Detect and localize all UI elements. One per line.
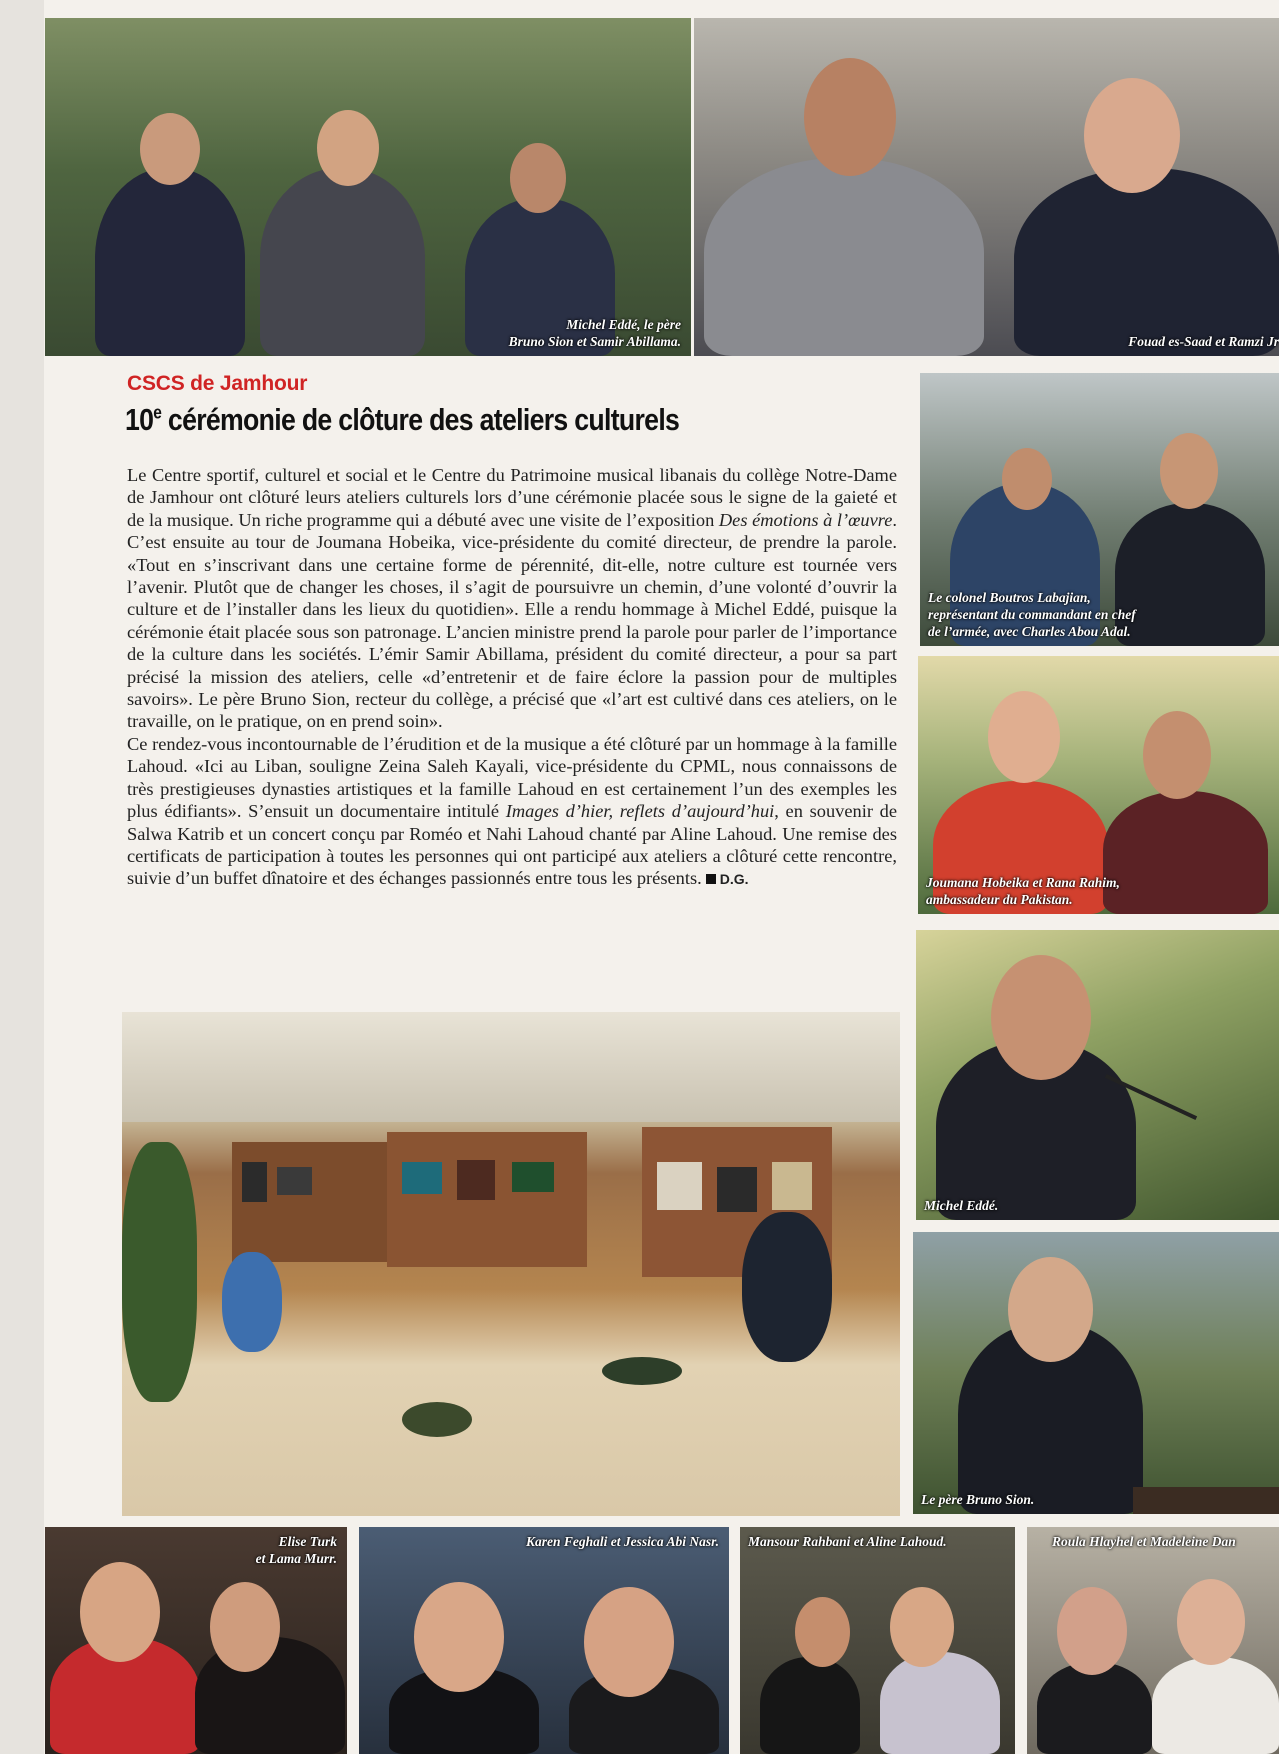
caption: Michel Eddé. [924, 1198, 999, 1213]
photo-hlayhel-dan [1027, 1527, 1279, 1754]
article-kicker: CSCS de Jamhour [127, 372, 308, 395]
paragraph: Ce rendez-vous incontournable de l’érudition et de la musique a été clôturé par un hommage à la famille Lahoud. «Ici au Liban, souligne Zeina Saleh Kayali, vice-présidente du CPML, nous connaissons de très prestigieuses dynasties artistiques et la famille Lahoud en est certainement l’un des exemples les plus édifiants». S’ensuit un documentaire intitulé Images d’hier, reflets d’aujourd’hui, en souvenir de Salwa Katrib et un concert conçu par Roméo et Nahi Lahoud chanté par Aline Lahoud. Une remise des certificats de participation à toutes les personnes qui ont participé aux ateliers a clôturé cette rencontre, suivie d’un buffet dînatoire et des échanges passionnés entre tous les présents. D.G. [127, 733, 897, 889]
article-body [127, 464, 897, 891]
photo-michel-edde [916, 930, 1279, 1220]
caption: Fouad es-Saad et Ramzi Jr [1128, 334, 1279, 349]
photo-feghali-abinasr [359, 1527, 729, 1754]
caption: Elise Turk et Lama Murr. [255, 1534, 337, 1566]
photo-eddé-sion-abillama [45, 18, 691, 356]
photo-exhibition-hall [122, 1012, 900, 1516]
photo-hobeika-rahim [918, 656, 1279, 914]
photo-es-saad-ramzi [694, 18, 1279, 356]
photo-colonel-labajian [920, 373, 1279, 646]
end-mark-icon [706, 874, 716, 884]
caption: Michel Eddé, le père Bruno Sion et Samir Abillama. [508, 317, 681, 349]
photo-turk-murr [45, 1527, 347, 1754]
signature: D.G. [719, 871, 749, 888]
caption: Le colonel Boutros Labajian, représentant du commandant en chef de l’armée, avec Charles Abou Adal. [928, 590, 1136, 639]
article-headline: 10e cérémonie de clôture des ateliers culturels [125, 402, 680, 437]
page-margin [0, 0, 44, 1754]
caption: Roula Hlayhel et Madeleine Dan [1052, 1534, 1236, 1549]
caption: Mansour Rahbani et Aline Lahoud. [748, 1534, 947, 1549]
caption: Le père Bruno Sion. [921, 1492, 1035, 1507]
caption: Karen Feghali et Jessica Abi Nasr. [525, 1534, 719, 1549]
photo-bruno-sion [913, 1232, 1279, 1514]
caption: Joumana Hobeika et Rana Rahim, ambassadeur du Pakistan. [926, 875, 1120, 907]
photo-rahbani-lahoud [740, 1527, 1015, 1754]
paragraph: Le Centre sportif, culturel et social et le Centre du Patrimoine musical libanais du collège Notre-Dame de Jamhour ont clôturé leurs ateliers culturels lors d’une cérémonie placée sous le signe de la gaieté et de la musique. Un riche programme qui a débuté avec une visite de l’exposition Des émotions à l’œuvre. C’est ensuite au tour de Joumana Hobeika, vice-présidente du comité directeur, de prendre la parole. «Tout en s’inscrivant dans une certaine forme de pérennité, dit-elle, notre culture est tournée vers l’avenir. Plutôt que de changer les choses, il s’agit de poursuivre un chemin, d’une volonté d’ouvrir la culture et de l’installer dans les lieux du quotidien». Elle a rendu hommage à Michel Eddé, puisque la cérémonie était placée sous son patronage. L’ancien ministre prend la parole pour parler de l’importance de la culture dans les sociétés. L’émir Samir Abillama, président du comité directeur, a pour sa part précisé la mission des ateliers, celle «d’entretenir et de faire éclore la passion pour de multiples savoirs». Le père Bruno Sion, recteur du collège, a précisé que «l’art est cultivé dans ces ateliers, on le travaille, on le pratique, on en prend soin». [127, 465, 898, 732]
